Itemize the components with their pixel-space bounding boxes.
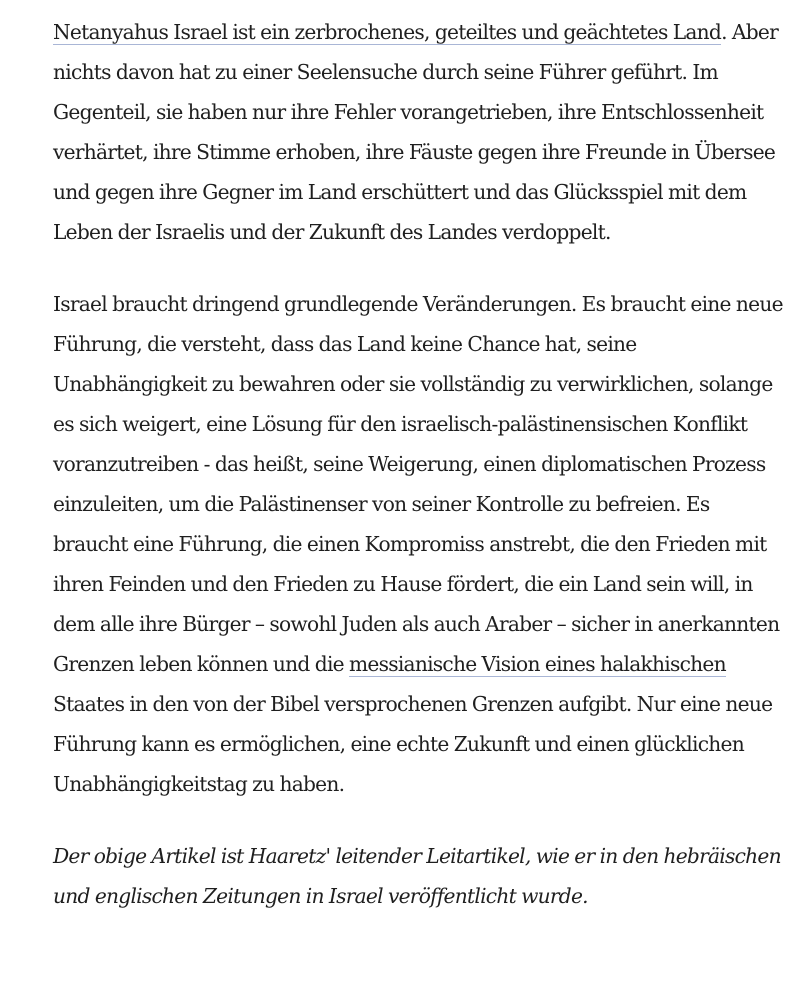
editorial-footnote: Der obige Artikel ist Haaretz' leitender Leitartikel, wie er in den hebräischen und englischen Zeitungen in Israel veröffentlicht wurde. [53, 844, 781, 908]
paragraph-1-text: . Aber nichts davon hat zu einer Seelensuche durch seine Führer geführt. Im Gegenteil, sie haben nur ihre Fehler vorangetrieben, ihre Entschlossenheit verhärtet, ihre Stimme erhoben, ihre Fäuste gegen ihre Freunde in Übersee und gegen ihre Gegner im Land erschüttert und das Glücksspiel mit dem Leben der Israelis und der Zukunft des Landes verdoppelt. [53, 20, 779, 244]
article-link-messianic-vision[interactable]: messianische Vision eines halakhischen [349, 652, 726, 676]
paragraph-2-text-before: Israel braucht dringend grundlegende Veränderungen. Es braucht eine neue Führung, die versteht, dass das Land keine Chance hat, seine Unabhängigkeit zu bewahren oder sie vollständig zu verwirklichen, solange es sich weigert, eine Lösung für den israelisch-palästinensischen Konflikt voranzutreiben - das heißt, seine Weigerung, einen diplomatischen Prozess einzuleiten, um die Palästinenser von seiner Kontrolle zu befreien. Es braucht eine Führung, die einen Kompromiss anstrebt, die den Frieden mit ihren Feinden und den Frieden zu Hause fördert, die ein Land sein will, in dem alle ihre Bürger – sowohl Juden als auch Araber – sicher in anerkannten Grenzen leben können und die [53, 292, 783, 676]
article-body [53, 12, 783, 916]
article-link-netanyahu-israel[interactable]: Netanyahus Israel ist ein zerbrochenes, geteiltes und geächtetes Land [53, 20, 722, 44]
paragraph-1 [53, 12, 783, 252]
paragraph-2-text-after: Staates in den von der Bibel versprochenen Grenzen aufgibt. Nur eine neue Führung kann es ermöglichen, eine echte Zukunft und einen glücklichen Unabhängigkeitstag zu haben. [53, 692, 773, 796]
paragraph-2 [53, 284, 783, 804]
